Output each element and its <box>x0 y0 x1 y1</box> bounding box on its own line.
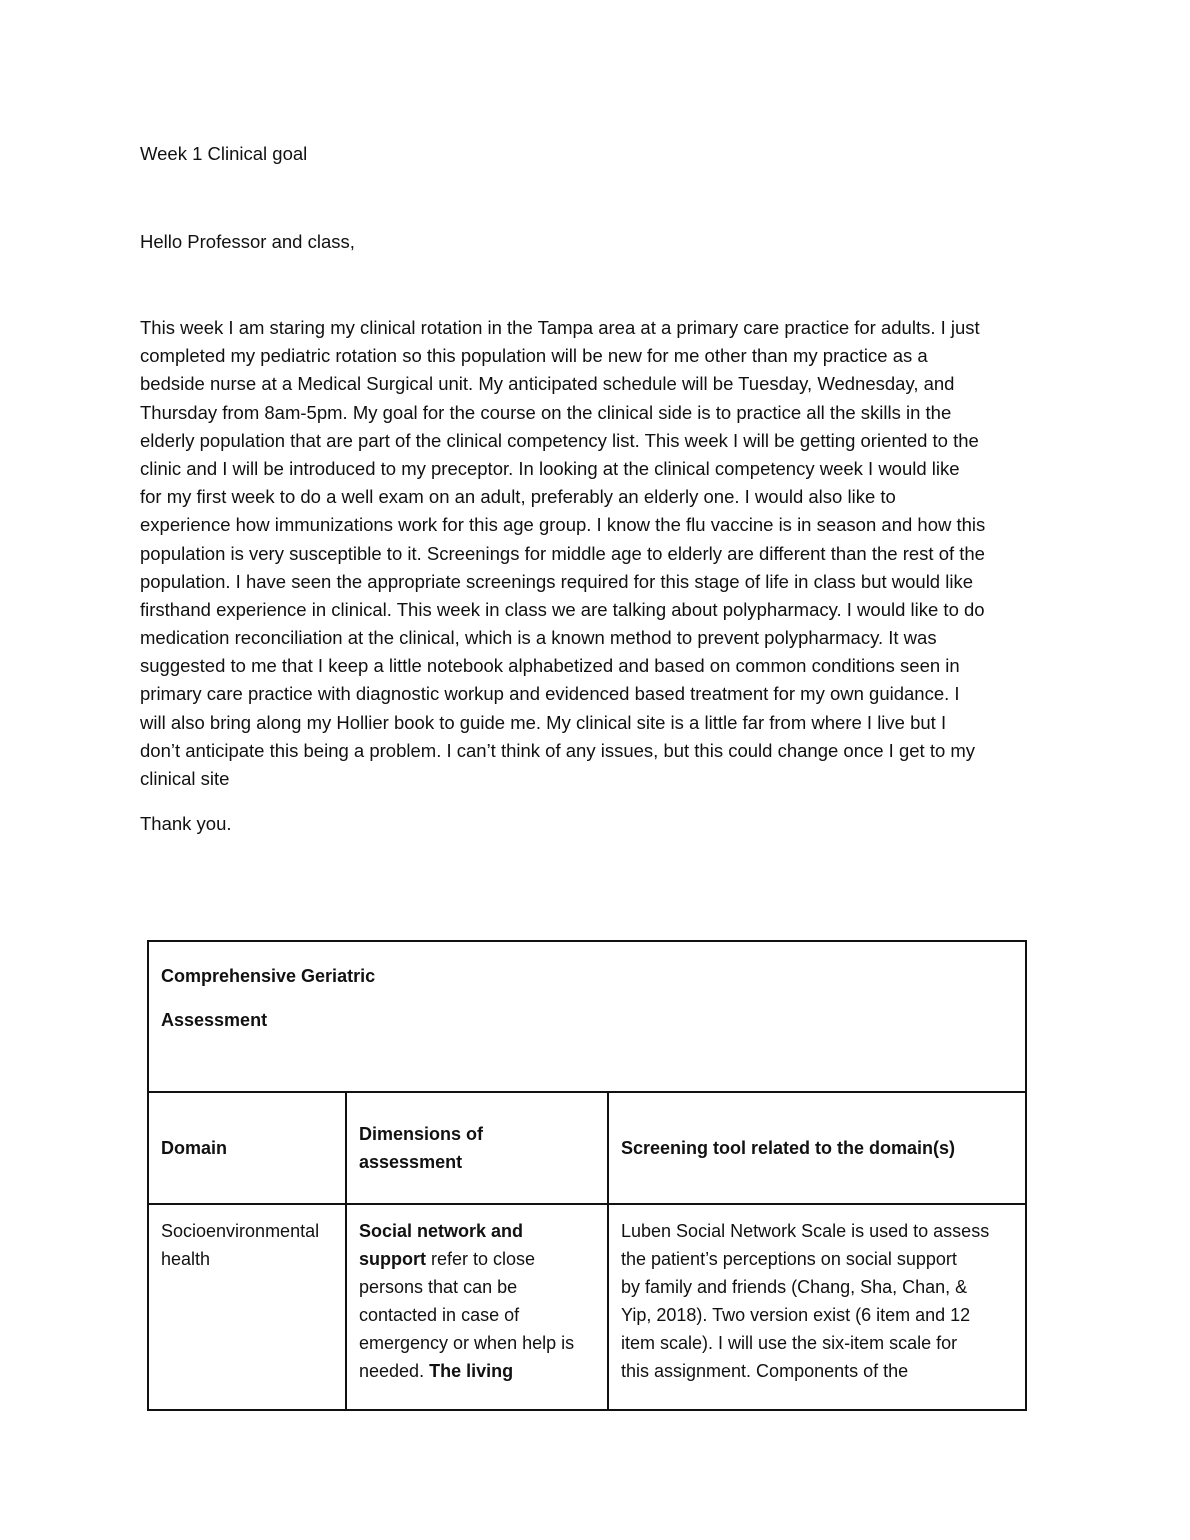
paragraph-line: Thursday from 8am-5pm. My goal for the course on the clinical side is to practice all the skills in the <box>140 401 952 423</box>
screening-line: Luben Social Network Scale is used to assess <box>621 1221 990 1241</box>
paragraph-line: clinic and I will be introduced to my preceptor. In looking at the clinical competency week I would like <box>140 457 960 479</box>
domain-line: Socioenvironmental <box>161 1221 320 1241</box>
paragraph-line: clinical site <box>140 768 230 789</box>
dimensions-line: contacted in case of <box>359 1305 520 1325</box>
header-dimensions-line: assessment <box>359 1152 463 1172</box>
closing-line: Thank you. <box>140 813 232 834</box>
dimensions-line: Social network and <box>359 1221 524 1241</box>
paragraph-line: suggested to me that I keep a little notebook alphabetized and based on common conditions seen in <box>140 655 960 677</box>
paragraph-line: will also bring along my Hollier book to guide me. My clinical site is a little far from where I live but I <box>140 711 947 733</box>
screening-line: item scale). I will use the six-item scale for <box>621 1333 958 1353</box>
screening-line: this assignment. Components of the <box>621 1361 909 1381</box>
paragraph-line: population. I have seen the appropriate screenings required for this stage of life in class but would like <box>140 570 973 592</box>
dimensions-line <box>359 1245 597 1273</box>
table-title-row <box>148 941 1026 1092</box>
table-title-line: Comprehensive Geriatric <box>161 966 376 986</box>
screening-line: Yip, 2018). Two version exist (6 item and 12 <box>621 1305 971 1325</box>
dimensions-bold-term: support <box>359 1249 426 1269</box>
screening-line: by family and friends (Chang, Sha, Chan, & <box>621 1277 968 1297</box>
table-title-line: Assessment <box>161 1010 268 1030</box>
dimensions-line: persons that can be <box>359 1277 518 1297</box>
paragraph-line: primary care practice with diagnostic workup and evidenced based treatment for my own guidance. I <box>140 683 960 705</box>
document-title: Week 1 Clinical goal <box>140 143 308 164</box>
dimensions-text: needed. <box>359 1361 430 1381</box>
domain-cell <box>148 1204 346 1410</box>
paragraph-line: elderly population that are part of the clinical competency list. This week I will be getting oriented to the <box>140 429 979 451</box>
header-dimensions <box>346 1092 608 1204</box>
paragraph-line: experience how immunizations work for this age group. I know the flu vaccine is in season and how this <box>140 514 986 536</box>
table-header-row <box>148 1092 1026 1204</box>
dimensions-bold-term: The living <box>429 1361 514 1381</box>
dimensions-text: refer to close <box>426 1249 536 1269</box>
dimensions-cell <box>346 1204 608 1410</box>
dimensions-line: emergency or when help is <box>359 1333 575 1353</box>
paragraph-line: completed my pediatric rotation so this population will be new for me other than my practice as a <box>140 345 928 367</box>
greeting: Hello Professor and class, <box>140 231 355 252</box>
paragraph-line: firsthand experience in clinical. This week in class we are talking about polypharmacy. I would like to do <box>140 598 985 620</box>
domain-line: health <box>161 1249 211 1269</box>
header-screening: Screening tool related to the domain(s) <box>608 1092 1026 1204</box>
header-dimensions-line: Dimensions of <box>359 1124 484 1144</box>
table-title-cell <box>148 941 1026 1092</box>
paragraph-line: population is very susceptible to it. Screenings for middle age to elderly are different than the rest of the <box>140 542 985 564</box>
header-domain: Domain <box>148 1092 346 1204</box>
dimensions-line <box>359 1357 597 1385</box>
paragraph-line: medication reconciliation at the clinical, which is a known method to prevent polypharmacy. It was <box>140 627 937 649</box>
paragraph-line: for my first week to do a well exam on an adult, preferably an elderly one. I would also like to <box>140 486 896 508</box>
assessment-table <box>147 940 1027 1411</box>
screening-line: the patient’s perceptions on social support <box>621 1249 957 1269</box>
table-row <box>148 1204 1026 1410</box>
paragraph-line: don’t anticipate this being a problem. I can’t think of any issues, but this could change once I get to my <box>140 739 976 761</box>
paragraph-line: This week I am staring my clinical rotation in the Tampa area at a primary care practice for adults. I just <box>140 317 980 338</box>
body-paragraph <box>140 314 985 793</box>
paragraph-line: bedside nurse at a Medical Surgical unit. My anticipated schedule will be Tuesday, Wednesday, and <box>140 373 955 395</box>
screening-cell <box>608 1204 1026 1410</box>
